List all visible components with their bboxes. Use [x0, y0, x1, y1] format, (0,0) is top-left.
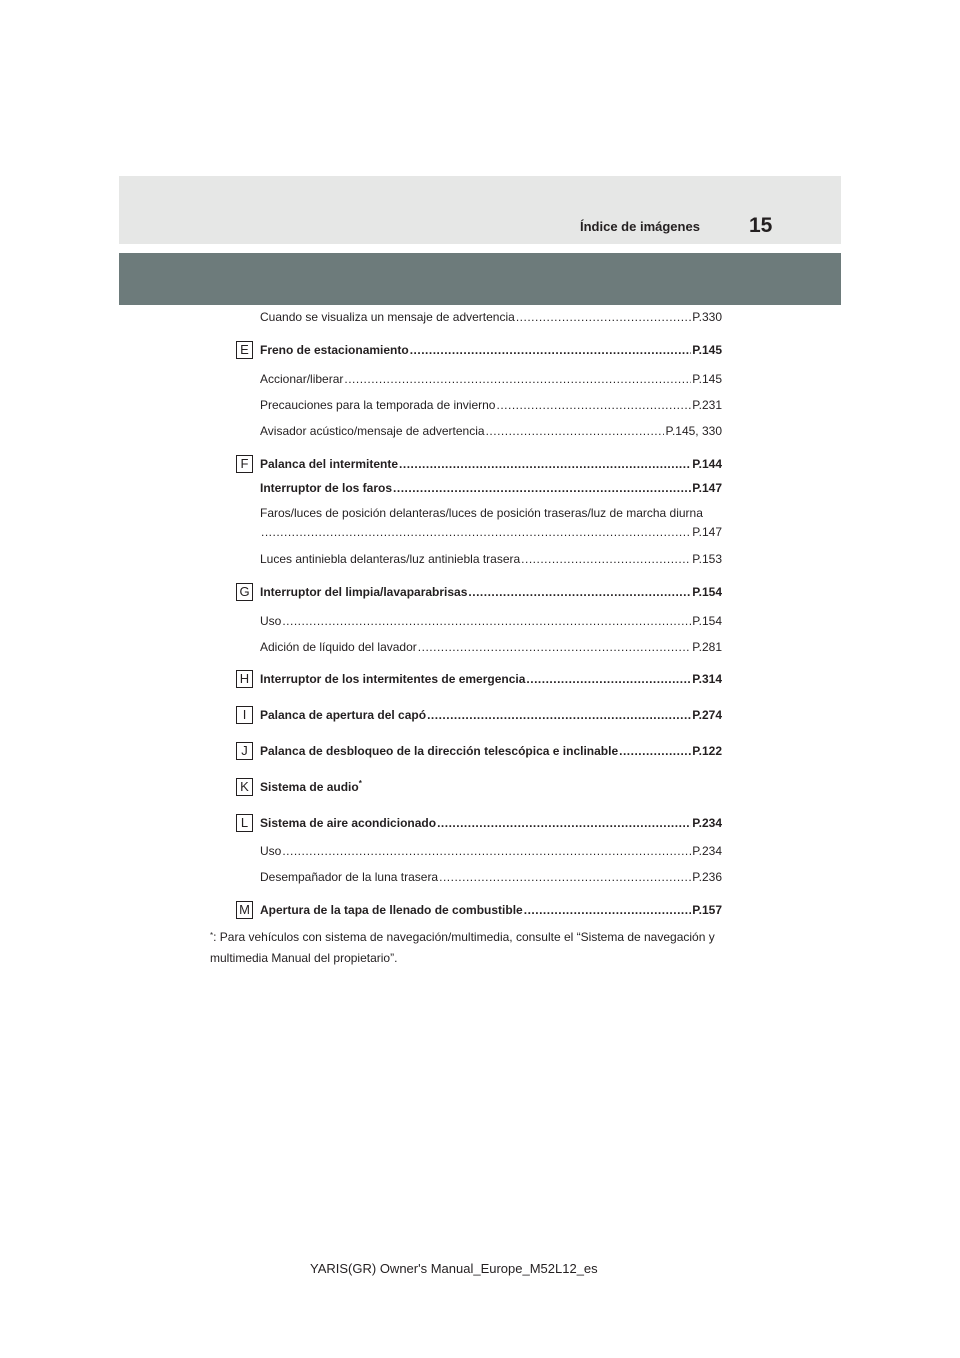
index-entry: Adición de líquido del lavador ..... P.281	[260, 640, 722, 658]
index-entry-main: Apertura de la tapa de llenado de combustible ..... P.157	[260, 903, 722, 921]
index-entry-main: Interruptor de los faros ..... P.147	[260, 481, 722, 499]
section-letter-k: K	[236, 778, 253, 796]
index-entry-wrapped-label: Faros/luces de posición delanteras/luces de posición traseras/luz de marcha diurna	[260, 506, 703, 520]
index-entry: Uso ..... P.234	[260, 844, 722, 862]
index-entry-main: Palanca de apertura del capó ..... P.274	[260, 708, 722, 726]
footer-manual-id: YARIS(GR) Owner's Manual_Europe_M52L12_es	[310, 1261, 598, 1276]
index-entry-wrapped-page: ..... P.147	[260, 525, 722, 543]
index-entry: Accionar/liberar ..... P.145	[260, 372, 722, 390]
section-letter-f: F	[236, 455, 253, 473]
index-entry-main: Freno de estacionamiento ..... P.145	[260, 343, 722, 361]
index-entry: Luces antiniebla delanteras/luz antiniebla trasera ..... P.153	[260, 552, 722, 570]
index-entry: Avisador acústico/mensaje de advertencia ..... P.145, 330	[260, 424, 722, 442]
section-letter-e: E	[236, 341, 253, 359]
index-entry: Desempañador de la luna trasera ..... P.236	[260, 870, 722, 888]
index-entry-main: Interruptor del limpia/lavaparabrisas ..... P.154	[260, 585, 722, 603]
index-entry: Precauciones para la temporada de invierno ..... P.231	[260, 398, 722, 416]
section-letter-l: L	[236, 814, 253, 832]
index-entry-main: Interruptor de los intermitentes de emergencia ..... P.314	[260, 672, 722, 690]
index-entry-main: Palanca del intermitente ..... P.144	[260, 457, 722, 475]
section-letter-m: M	[236, 901, 253, 919]
section-letter-j: J	[236, 742, 253, 760]
index-entry: Uso ..... P.154	[260, 614, 722, 632]
page-number: 15	[749, 214, 773, 237]
section-letter-h: H	[236, 670, 253, 688]
index-entry-main: Sistema de aire acondicionado ..... P.234	[260, 816, 722, 834]
section-letter-i: I	[236, 706, 253, 724]
index-entry-main: Sistema de audio*	[260, 779, 362, 794]
section-title: Índice de imágenes	[580, 219, 700, 234]
index-entry-main: Palanca de desbloqueo de la dirección telescópica e inclinable ..... P.122	[260, 744, 722, 762]
footnote: *: Para vehículos con sistema de navegación/multimedia, consulte el “Sistema de navegación y multimedia Manual del propietario”.	[210, 930, 715, 965]
index-entry: Cuando se visualiza un mensaje de advertencia ..... P.330	[260, 310, 722, 328]
footnote-marker: *	[358, 779, 362, 788]
section-letter-g: G	[236, 583, 253, 601]
